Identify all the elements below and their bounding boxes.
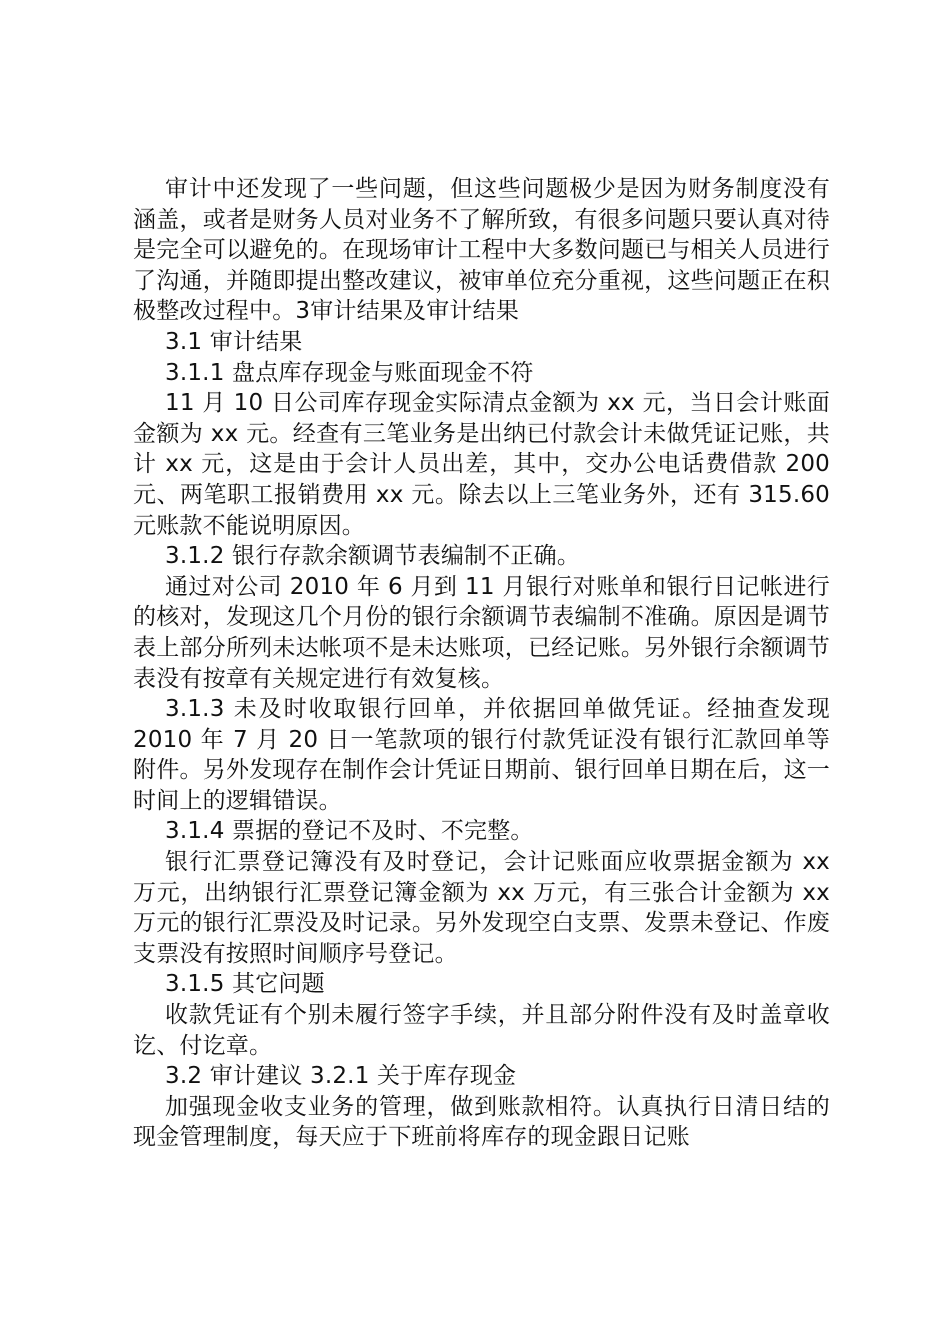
heading-3-1-1-cash-mismatch: 3.1.1 盘点库存现金与账面现金不符: [165, 359, 534, 386]
paragraph-cash-count: 11 月 10 日公司库存现金实际清点金额为 xx 元，当日会计账面金额为 xx 元。经查有三笔业务是出纳已付款会计未做凭证记账，共计 xx 元，这是由于会计人员出差，其中，交办公电话费借款 200 元、两笔职工报销费用 xx 元。除去以上三笔业务外，还有 315.60 元账款不能说明原因。: [133, 390, 830, 539]
heading-3-2-audit-suggestions: 3.2 审计建议 3.2.1 关于库存现金: [165, 1063, 517, 1090]
paragraph-other-issues: 收款凭证有个别未履行签字手续，并且部分附件没有及时盖章收讫、付讫章。: [133, 1002, 830, 1059]
heading-3-1-audit-results: 3.1 审计结果: [165, 328, 303, 355]
heading-3-1-4-bill-registration: 3.1.4 票据的登记不及时、不完整。: [165, 818, 534, 845]
paragraph-cash-management: 加强现金收支业务的管理，做到账款相符。认真执行日清日结的现金管理制度，每天应于下班前将库存的现金跟日记账: [133, 1093, 830, 1151]
paragraph-3-1-3-bank-receipts: 3.1.3 未及时收取银行回单，并依据回单做凭证。经抽查发现 2010 年 7 月 20 日一笔款项的银行付款凭证没有银行汇款回单等附件。另外发现存在制作会计凭证日期前、银行回单日期在后，这一时间上的逻辑错误。: [133, 696, 830, 814]
paragraph-bill-registration: 银行汇票登记簿没有及时登记，会计记账面应收票据金额为 xx 万元，出纳银行汇票登记簿金额为 xx 万元，有三张合计金额为 xx 万元的银行汇票没及时记录。另外发现空白支票、发票未登记、作废支票没有按照时间顺序号登记。: [133, 849, 830, 967]
document-body: [133, 174, 830, 1153]
paragraph-bank-reconciliation: 通过对公司 2010 年 6 月到 11 月银行对账单和银行日记帐进行的核对，发现这几个月份的银行余额调节表编制不准确。原因是调节表上部分所列未达帐项不是未达账项，已经记账。另外银行余额调节表没有按章有关规定进行有效复核。: [133, 573, 830, 692]
paragraph-audit-issues: 审计中还发现了一些问题，但这些问题极少是因为财务制度没有涵盖，或者是财务人员对业务不了解所致，有很多问题只要认真对待是完全可以避免的。在现场审计工程中大多数问题已与相关人员进行了沟通，并随即提出整改建议，被审单位充分重视，这些问题正在积极整改过程中。3审计结果及审计结果: [133, 176, 830, 325]
heading-3-1-5-other-issues: 3.1.5 其它问题: [165, 971, 325, 998]
heading-3-1-2-bank-reconciliation: 3.1.2 银行存款余额调节表编制不正确。: [165, 543, 581, 570]
